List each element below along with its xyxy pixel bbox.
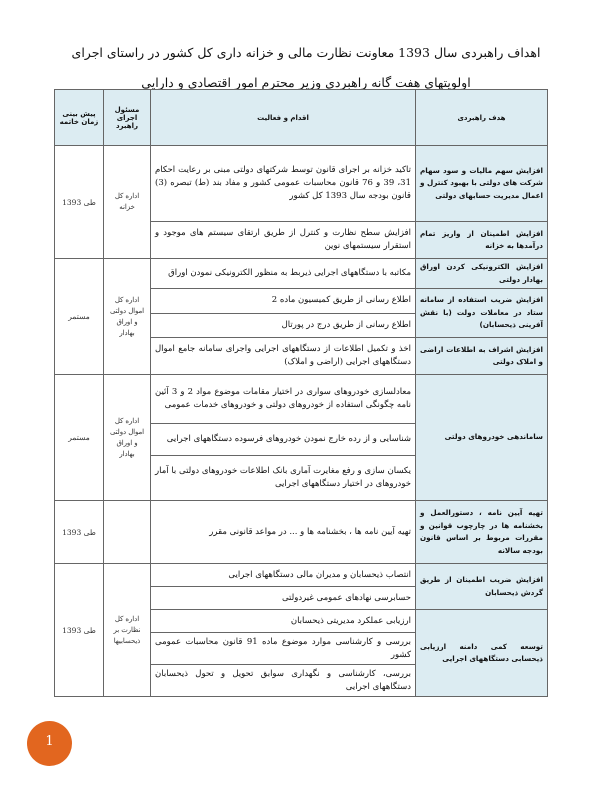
responsible-cell: اداره کل نظارت بر ذیحسابیها [104,564,151,697]
action-cell: معادلسازی خودروهای سواری در اختیار مقامات موضوع مواد 2 و 3 آئین نامه چگونگی استفاده از خودروهای دولتی و خودروهای خدمات عمومی [151,375,416,424]
page-number: 1 [45,734,54,749]
action-cell: مکاتبه با دستگاههای اجرایی ذیربط به منظور الکترونیکی نمودن اوراق [151,259,416,289]
responsible-cell: اداره کل خزانه [104,146,151,259]
action-cell: اخذ و تکمیل اطلاعات از دستگاههای اجرایی واجرای سامانه جامع اموال دستگاههای اجرایی (اراضی و املاک) [151,338,416,375]
page-number-badge [27,721,72,766]
header-responsible: مسئول اجرای راهبرد [104,90,151,146]
header-time: پیش بینی زمان خاتمه [55,90,104,146]
goal-cell: افزایش ضریب اطمینان از طریق گردش ذیحسابان [416,564,548,610]
responsible-cell [104,501,151,564]
action-cell: ارزیابی عملکرد مدیریتی ذیحسابان [151,610,416,633]
action-cell: شناسایی و از رده خارج نمودن خودروهای فرسوده دستگاههای اجرایی [151,424,416,456]
title-line-2: اولویتهای هفت گانه راهبردی وزیر محترم امور اقتصادی و دارایی [141,75,471,90]
strategy-table [54,89,548,697]
action-cell: تهیه آیین نامه ها ، بخشنامه ها و ... در مواعد قانونی مقرر [151,501,416,564]
goal-cell: افزایش ضریب استفاده از سامانه ستاد در معاملات دولت (با نقش آفرینی ذیحسابان) [416,289,548,338]
action-cell: اطلاع رسانی از طریق کمیسیون ماده 2 [151,289,416,314]
header-goal: هدف راهبردی [416,90,548,146]
action-cell: بررسی، کارشناسی و نگهداری سوابق تحویل و تحول ذیحسابان دستگاههای اجرایی [151,665,416,697]
action-cell: اطلاع رسانی از طریق درج در پورتال [151,313,416,338]
responsible-cell: اداره کل اموال دولتی و اوراق بهادار [104,375,151,501]
goal-cell: افزایش سهم مالیات و سود سهام شرکت های دولتی با بهبود کنترل و اعمال مدیریت حسابهای دولتی [416,146,548,222]
table-header-row [55,90,548,146]
table-row [55,501,548,564]
table-row [55,564,548,587]
time-cell: طی 1393 [55,564,104,697]
time-cell: مستمر [55,375,104,501]
time-cell: مستمر [55,259,104,375]
goal-cell: تهیه آیین نامه ، دستورالعمل و بخشنامه ها در چارچوب قوانین و مقررات مربوط بر اساس قانون بودجه سالانه [416,501,548,564]
time-cell: طی 1393 [55,146,104,259]
goal-cell: ساماندهی خودروهای دولتی [416,375,548,501]
action-cell: افزایش سطح نظارت و کنترل از طریق ارتقای سیستم های موجود و استقرار سیستمهای نوین [151,222,416,259]
table-row [55,259,548,289]
action-cell: انتصاب ذیحسابان و مدیران مالی دستگاههای اجرایی [151,564,416,587]
table-row [55,375,548,424]
table-row [55,146,548,222]
action-cell: حسابرسی نهادهای عمومی غیردولتی [151,587,416,610]
action-cell: تاکید خزانه بر اجرای قانون توسط شرکتهای دولتی مبنی بر رعایت احکام 31، 39 و 76 قانون محاسبات عمومی کشور و مفاد بند (ط) تبصره (3) قانون بودجه سال 1393 کل کشور [151,146,416,222]
goal-cell: افزایش اطمینان از واریز تمام درآمدها به خزانه [416,222,548,259]
responsible-cell: اداره کل اموال دولتی و اوراق بهادار [104,259,151,375]
goal-cell: افزایش اشراف به اطلاعات اراضی و املاک دولتی [416,338,548,375]
title-line-1: اهداف راهبردی سال 1393 معاونت نظارت مالی و خزانه داری کل کشور در راستای اجرای [71,45,541,60]
action-cell: بررسی و کارشناسی موارد موضوع ماده 91 قانون محاسبات عمومی کشور [151,633,416,665]
action-cell: یکسان سازی و رفع مغایرت آماری بانک اطلاعات خودروهای دولتی با آمار خودروهای در اختیار دستگاههای اجرایی [151,456,416,501]
header-action: اقدام و فعالیت [151,90,416,146]
goal-cell: افزایش الکترونیکی کردن اوراق بهادار دولتی [416,259,548,289]
time-cell: طی 1393 [55,501,104,564]
goal-cell: توسعه کمی دامنه ارزیابی ذیحسابی دستگاههای اجرایی [416,610,548,697]
